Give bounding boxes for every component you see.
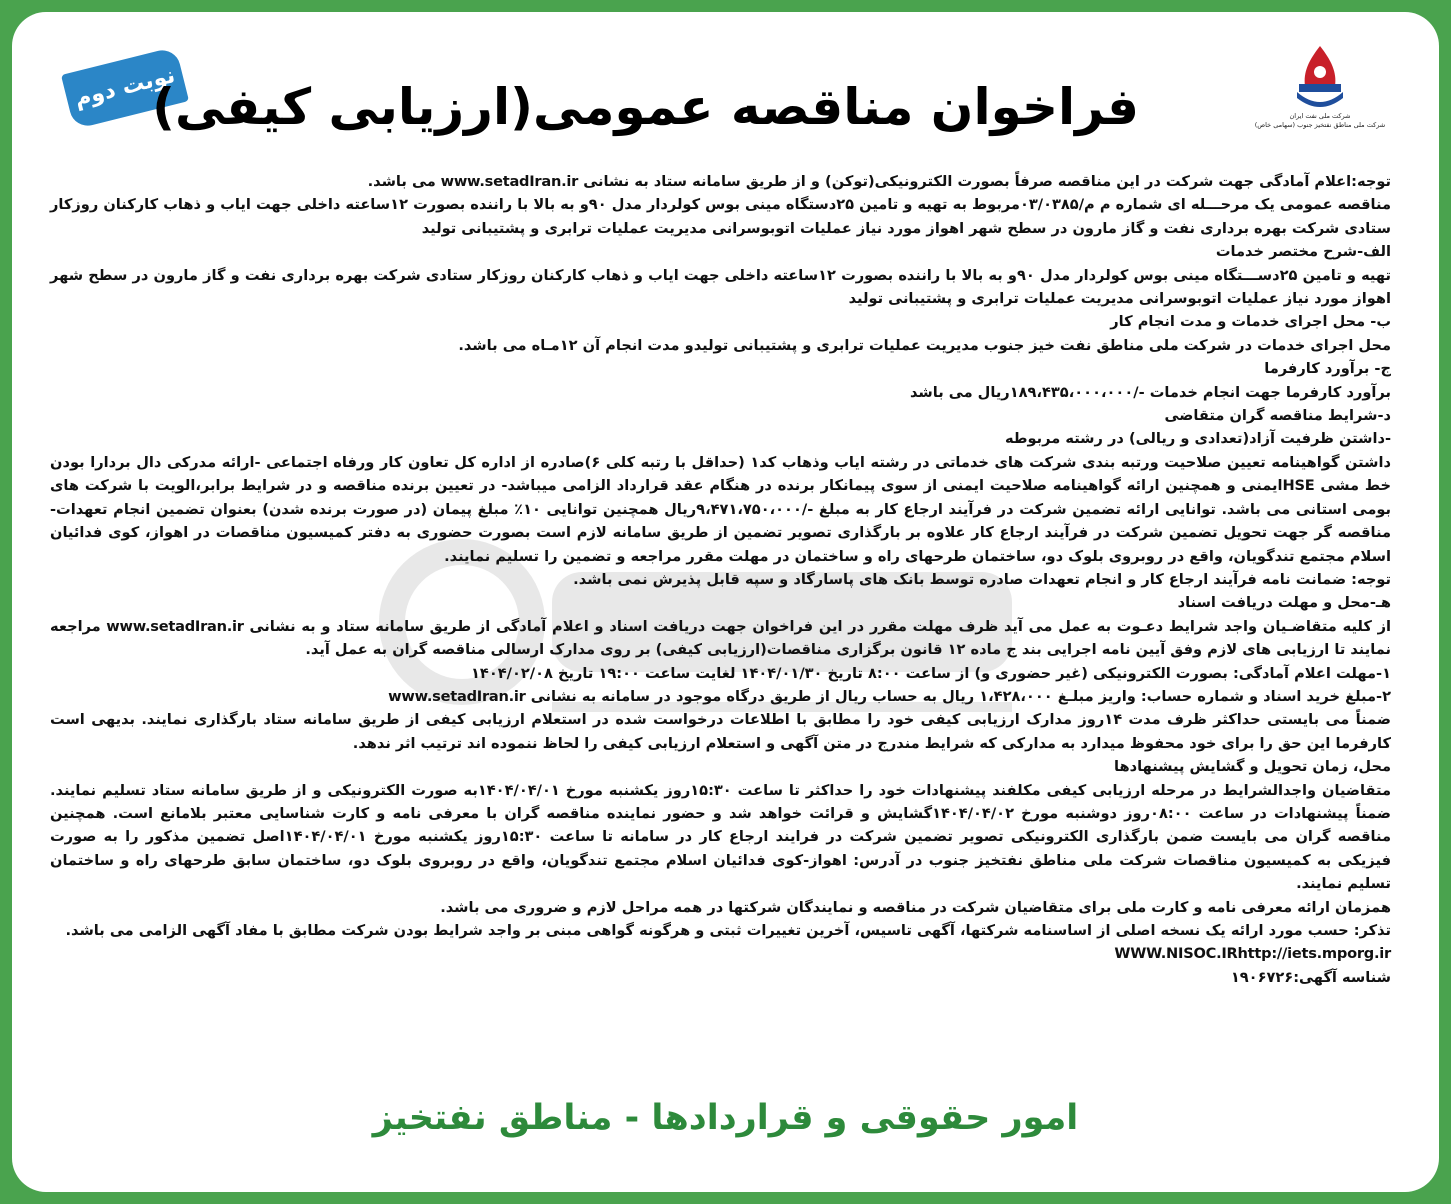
footer-signature: امور حقوقی و قراردادها - مناطق نفتخیز: [372, 1098, 1079, 1138]
paragraph: مناقصه عمومی یک مرحـــله ای شماره م م/۰۳/۰۳۸۵مربوط به تهیه و تامین ۲۵دستگاه مینی بوس کولردار مدل ۹۰و به بالا با راننده بصورت ۱۲ساعته داخلی جهت ایاب و ذهاب کارکنان روزکار ستادی شرکت بهره برداری نفت و گاز مارون در سطح شهر اهواز مورد نیاز عملیات اتوبوسرانی مدیریت عملیات ترابری و پشتیبانی تولید: [50, 196, 1391, 237]
ad-id: شناسه آگهی:۱۹۰۶۷۲۶: [1230, 968, 1391, 986]
logo-caption-1: شرکت ملی نفت ایران: [1289, 112, 1351, 120]
section-heading: الف-شرح مختصر خدمات: [1215, 243, 1391, 261]
section-heading: ب- محل اجرای خدمات و مدت انجام کار: [1110, 313, 1391, 331]
logo-caption-2: شرکت ملی مناطق نفتخیز جنوب (سهامی خاص): [1254, 121, 1386, 129]
website-links: WWW.NISOC.IRhttp://iets.mporg.ir: [1114, 945, 1391, 963]
paragraph: -داشتن ظرفیت آزاد(تعدادی و ریالی) در رشته مربوطه: [1004, 430, 1391, 448]
section-heading: محل، زمان تحویل و گشایش پیشنهادها: [1114, 758, 1391, 776]
second-notice-badge: نوبت دوم: [61, 47, 189, 130]
section-heading: هـ-محل و مهلت دریافت اسناد: [1177, 594, 1391, 612]
section-heading: د-شرایط مناقصه گران متقاضی: [1164, 407, 1391, 425]
paragraph: ۲-مبلغ خرید اسناد و شماره حساب: واریز مبلـغ ۱،۴۲۸،۰۰۰ ریال به حساب ریال از طریق درگاه موجود در سامانه به نشانی www.setadIran.ir: [388, 687, 1391, 705]
paragraph: متقاضیان واجدالشرایط در مرحله ارزیابی کیفی مکلفند پیشنهادات خود را حداکثر تا ساعت ۱۵:۳۰روز یکشنبه مورخ ۱۴۰۴/۰۴/۰۱به صورت الکترونیکی و از طریق سامانه ستاد تسلیم نمایند. ضمناً پیشنهادات در ساعت ۰۸:۰۰روز دوشنبه مورخ ۱۴۰۴/۰۴/۰۲گشایش و قرائت خواهد شد و حضور نماینده مناقصه گران با معرفی نامه و کارت شناسایی معتبر بلامانع است. همچنین مناقصه گران می بایست ضمن بارگذاری الکترونیکی تصویر تضمین شرکت در فرایند ارجاع کار در سامانه تا ساعت ۱۵:۳۰روز یکشنبه مورخ ۱۴۰۴/۰۴/۰۱اصل تضمین مذکور را به صورت فیزیکی به کمیسیون مناقصات شرکت ملی مناطق نفتخیز جنوب در آدرس: اهواز-کوی فدائیان اسلام مجتمع تندگویان، واقع در روبروی بلوک دو، ساختمان سابق طرحهای راه و ساختمان تسلیم نمایند.: [50, 781, 1391, 893]
announcement-body: [50, 170, 1391, 989]
paragraph: تهیه و تامین ۲۵دســـتگاه مینی بوس کولردار مدل ۹۰و به بالا با راننده بصورت ۱۲ساعته داخلی جهت ایاب و ذهاب کارکنان روزکار ستادی شرکت بهره برداری نفت و گاز مارون در سطح شهر اهواز مورد نیاز عملیات اتوبوسرانی مدیریت عملیات ترابری و پشتیبانی تولید: [50, 266, 1391, 308]
paragraph: تذکر: حسب مورد ارائه یک نسخه اصلی از اساسنامه شرکتها، آگهی تاسیس، آخرین تغییرات ثبتی و هرگونه گواهی مبنی بر واجد شرایط بودن شرکت مطابق با مفاد آگهی الزامی می باشد.: [65, 922, 1391, 939]
paragraph: توجه:اعلام آمادگی جهت شرکت در این مناقصه صرفاً بصورت الکترونیکی(توکن) و از طریق سامانه ستاد به نشانی www.setadIran.ir می باشد.: [367, 173, 1391, 190]
nioc-logo: [1245, 42, 1395, 152]
section-heading: ج- برآورد کارفرما: [1264, 360, 1391, 378]
paragraph: از کلیه متقاضـیان واجد شرایط دعـوت به عمل می آید ظرف مهلت مقرر در این فراخوان جهت دریافت اسناد و اعلام آمادگی از طریق سامانه ستاد و به نشانی www.setadIran.ir مراجعه نمایند تا ارزیابی های لازم وفق آیین نامه اجرایی بند ج ماده ۱۲ قانون برگزاری مناقصات(ارزیابی کیفی) بر روی مدارک ارسالی مناقصه گران به عمل آید.: [50, 617, 1391, 659]
nioc-logo-icon: [1289, 42, 1351, 112]
advertisement-panel: [12, 12, 1439, 1192]
paragraph: ۱-مهلت اعلام آمادگی: بصورت الکترونیکی (غیر حضوری و) از ساعت ۸:۰۰ تاریخ ۱۴۰۴/۰۱/۳۰ لغایت ساعت ۱۹:۰۰ تاریخ ۱۴۰۴/۰۲/۰۸: [471, 664, 1391, 682]
paragraph: برآورد کارفرما جهت انجام خدمات -/۱۸۹،۴۳۵،۰۰۰،۰۰۰ریال می باشد: [909, 383, 1391, 401]
paragraph: داشتن گواهینامه تعیین صلاحیت ورتبه بندی شرکت های خدماتی در رشته ایاب وذهاب کد۱ (حداقل با رتبه کلی ۶)صادره از اداره کل تعاون کار ورفاه اجتماعی -ارائه مدرکی دال بردارا بودن خط مشی HSEایمنی و همچنین ارائه گواهینامه صلاحیت ایمنی از سوی پیمانکار برنده در هنگام عقد قرارداد الزامی میباشد- در تعیین برنده مناقصه و در شرایط برابر،الویت با شرکت های بومی استانی می باشد. توانایی ارائه تضمین شرکت در فرآیند ارجاع کار به مبلغ -/۹،۴۷۱،۷۵۰،۰۰۰ریال همچنین توانایی ۱۰٪ مبلغ پیمان (در صورت برنده شدن) بعنوان تضمین انجام تعهدات-مناقصه گر جهت تحویل تضمین شرکت در فرآیند ارجاع کار علاوه بر بارگذاری تصویر تضمین از طریق سامانه لازم است بصورت حضوری به دفتر کمیسیون مناقصات در اهواز، کوی فدائیان اسلام مجتمع تندگویان، واقع در روبروی بلوک دو، ساختمان طرحهای راه و ساختمان در مهلت مقرر مراجعه و تضمین را تسلیم نمایند.: [50, 453, 1392, 565]
paragraph: توجه: ضمانت نامه فرآیند ارجاع کار و انجام تعهدات صادره توسط بانک های پاسارگاد و سپه قابل پذیرش نمی باشد.: [573, 570, 1391, 588]
paragraph: همزمان ارائه معرفی نامه و کارت ملی برای متقاضیان شرکت در مناقصه و نمایندگان شرکتها در همه مراحل لازم و ضروری می باشد.: [440, 898, 1391, 916]
paragraph: ضمناً می بایستی حداکثر ظرف مدت ۱۴روز مدارک ارزیابی کیفی خود را مطابق با اطلاعات درخواست شده در استعلام ارزیابی کیفی از طریق سامانه ستاد بارگذاری نمایند. بدیهی است کارفرما این حق را برای خود محفوظ میدارد به مدارکی که شرایط مندرج در متن آگهی و استعلام ارزیابی کیفی را لحاظ ننموده اند ترتیب اثر ندهد.: [50, 711, 1392, 752]
page-title: فراخوان مناقصه عمومی(ارزیابی کیفی): [152, 78, 1139, 136]
paragraph: محل اجرای خدمات در شرکت ملی مناطق نفت خیز جنوب مدیریت عملیات ترابری و پشتیبانی تولیدو مدت انجام آن ۱۲مـاه می باشد.: [458, 336, 1391, 354]
